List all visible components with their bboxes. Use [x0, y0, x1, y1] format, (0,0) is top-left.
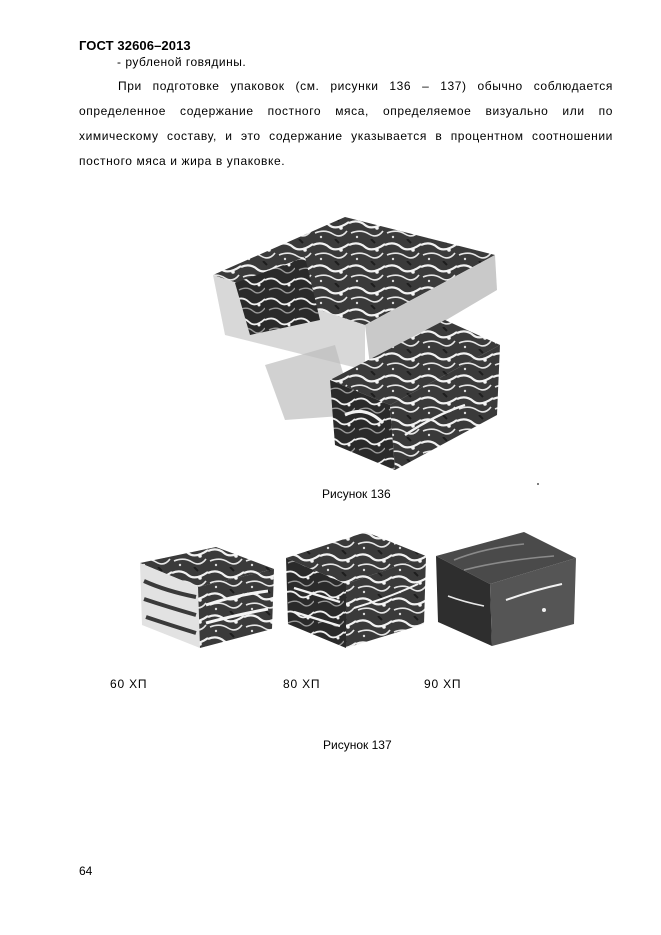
body-paragraph: При подготовке упаковок (см. рисунки 136 – 137) обычно соблюдается определенное содержание постного мяса, определяемое визуально или по химическому составу, и это содержание указывается в процентном соотношении постного мяса и жира в упаковке.	[79, 79, 613, 168]
page-number: 64	[79, 864, 93, 878]
meat-block-90-photo-icon	[434, 530, 578, 648]
block-label-60: 60 ХП	[110, 677, 148, 691]
meat-block-60-photo-icon	[136, 545, 276, 650]
meat-block-80-photo-icon	[284, 528, 428, 650]
block-label-90: 90 ХП	[424, 677, 462, 691]
document-code: ГОСТ 32606–2013	[79, 38, 191, 53]
meat-packages-photo	[205, 195, 510, 480]
figure-136-caption: Рисунок 136	[322, 487, 391, 501]
block-label-80: 80 ХП	[283, 677, 321, 691]
figure-137-caption: Рисунок 137	[323, 738, 392, 752]
bullet-item: - рубленой говядины.	[117, 55, 247, 69]
stray-dot	[537, 483, 539, 485]
